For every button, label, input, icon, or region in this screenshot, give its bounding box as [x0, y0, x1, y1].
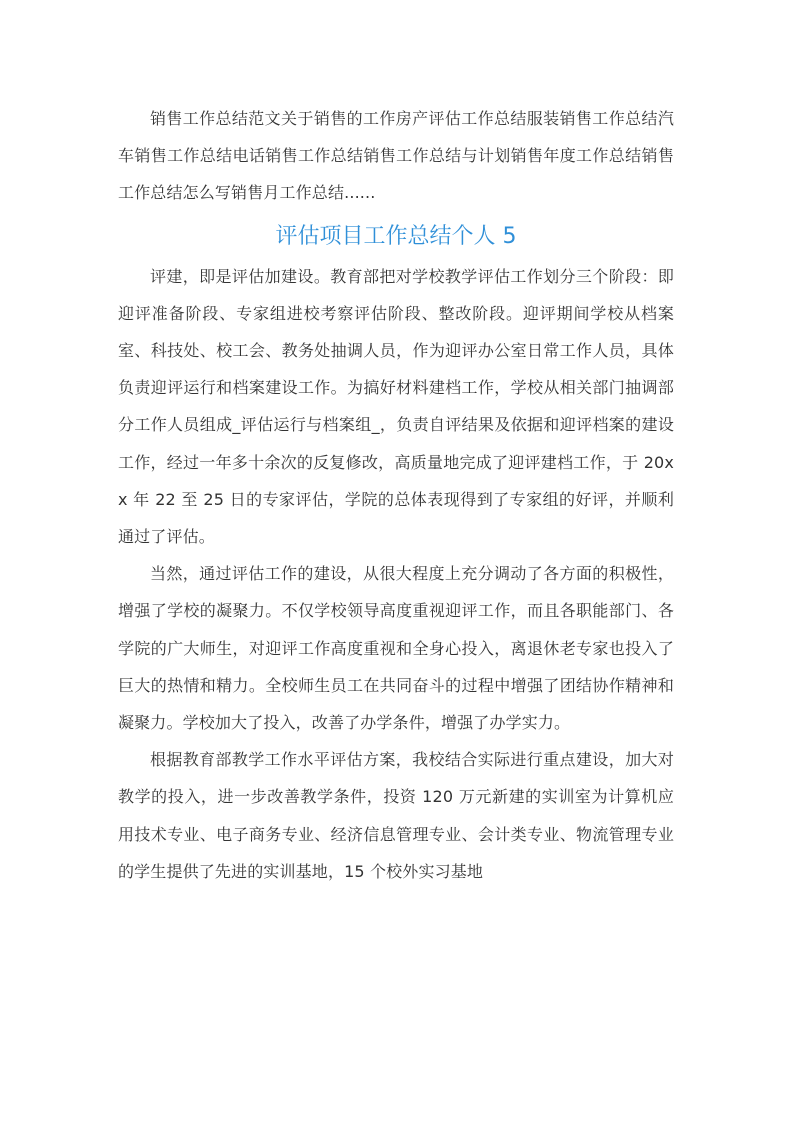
body-paragraph-1: 评建，即是评估加建设。教育部把对学校教学评估工作划分三个阶段：即迎评准备阶段、专家组进校考察评估阶段、整改阶段。迎评期间学校从档案室、科技处、校工会、教务处抽调人员，作为迎评办公室日常工作人员，具体负责迎评运行和档案建设工作。为搞好材料建档工作，学校从相关部门抽调部分工作人员组成_评估运行与档案组_，负责自评结果及依据和迎评档案的建设工作，经过一年多十余次的反复修改，高质量地完成了迎评建档工作，于 20xx 年 22 至 25 日的专家评估，学院的总体表现得到了专家组的好评，并顺利通过了评估。	[118, 266, 674, 547]
body-paragraph-3: 根据教育部教学工作水平评估方案，我校结合实际进行重点建设，加大对教学的投入，进一步改善教学条件，投资 120 万元新建的实训室为计算机应用技术专业、电子商务专业、经济信息管理专业、会计类专业、物流管理专业的学生提供了先进的实训基地，15 个校外实习基地	[118, 750, 674, 881]
document-page	[118, 100, 674, 890]
body-paragraph-2: 当然，通过评估工作的建设，从很大程度上充分调动了各方面的积极性，增强了学校的凝聚力。不仅学校领导高度重视迎评工作，而且各职能部门、各学院的广大师生，对迎评工作高度重视和全身心投入，离退休老专家也投入了巨大的热情和精力。全校师生员工在共同奋斗的过程中增强了团结协作精神和凝聚力。学校加大了投入，改善了办学条件，增强了办学实力。	[118, 564, 674, 733]
section-title: 评估项目工作总结个人 5	[275, 223, 517, 249]
intro-paragraph: 销售工作总结范文关于销售的工作房产评估工作总结服装销售工作总结汽车销售工作总结电话销售工作总结销售工作总结与计划销售年度工作总结销售工作总结怎么写销售月工作总结......	[118, 109, 674, 203]
